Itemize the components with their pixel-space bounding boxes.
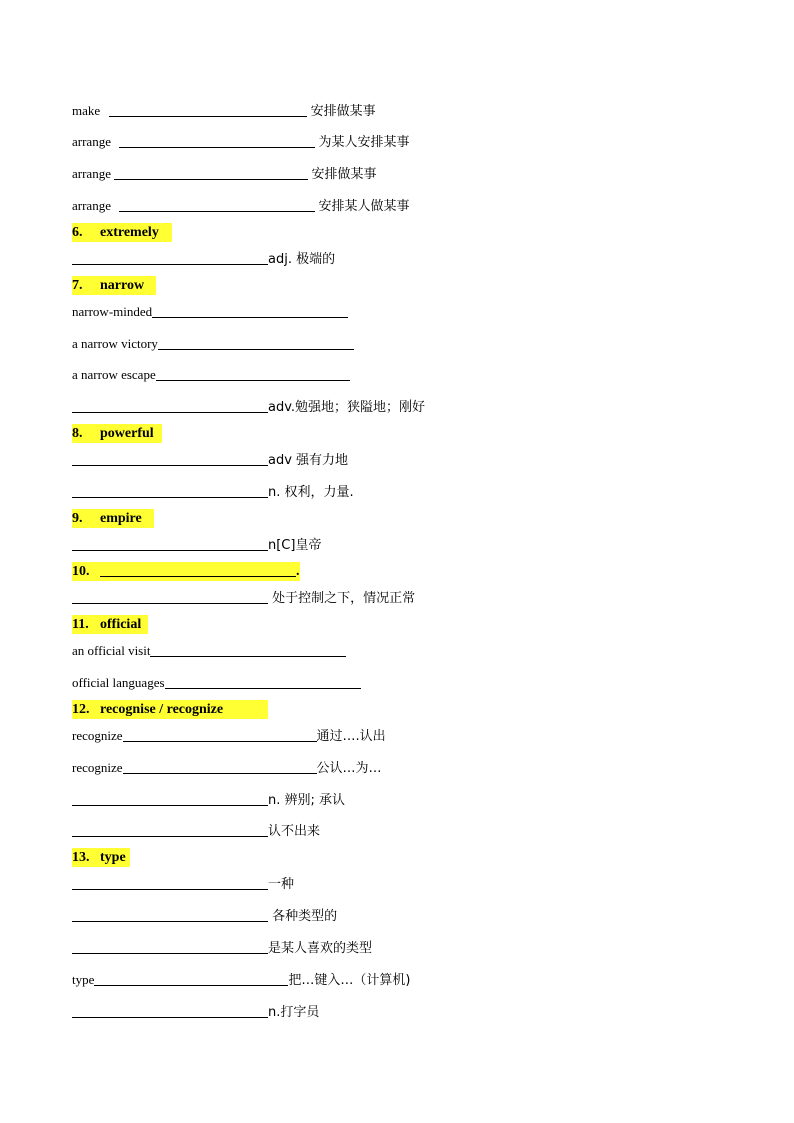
line-prefix: recognize bbox=[72, 760, 123, 775]
line-suffix: adv 强有力地 bbox=[268, 453, 349, 468]
line-suffix: 处于控制之下，情况正常 bbox=[268, 591, 416, 606]
line-suffix: 是某人喜欢的类型 bbox=[268, 941, 373, 956]
section-heading bbox=[72, 276, 156, 295]
fill-line bbox=[72, 483, 354, 502]
fill-line bbox=[72, 875, 294, 894]
answer-blank[interactable] bbox=[114, 167, 308, 180]
section-word: recognise / recognize bbox=[100, 702, 224, 717]
fill-line bbox=[72, 102, 376, 121]
fill-line bbox=[72, 589, 415, 608]
fill-line bbox=[72, 791, 345, 810]
fill-line bbox=[72, 250, 335, 269]
line-suffix: 安排做某事 bbox=[310, 104, 376, 119]
line-prefix: a narrow victory bbox=[72, 336, 158, 351]
line-suffix: adv.勉强地；狭隘地；刚好 bbox=[268, 400, 426, 415]
answer-blank[interactable] bbox=[72, 453, 268, 466]
section-heading bbox=[72, 223, 172, 242]
section-word: type bbox=[100, 850, 126, 865]
section-word: extremely bbox=[100, 225, 159, 240]
section-heading bbox=[72, 848, 130, 867]
section-heading bbox=[72, 562, 300, 581]
fill-line bbox=[72, 197, 409, 216]
answer-blank[interactable] bbox=[72, 400, 268, 413]
fill-line bbox=[72, 398, 425, 417]
section-number: 13. bbox=[72, 850, 90, 865]
fill-line bbox=[72, 536, 321, 555]
line-prefix: type bbox=[72, 972, 95, 987]
line-suffix: 公认…为… bbox=[316, 761, 382, 776]
fill-line bbox=[72, 822, 320, 841]
fill-line bbox=[72, 133, 409, 152]
answer-blank[interactable] bbox=[72, 793, 268, 806]
line-suffix: 一种 bbox=[268, 877, 295, 892]
fill-line bbox=[72, 451, 348, 470]
answer-blank[interactable] bbox=[123, 761, 317, 774]
line-prefix: arrange bbox=[72, 166, 111, 181]
fill-line bbox=[72, 971, 410, 990]
line-prefix: an official visit bbox=[72, 643, 151, 658]
section-tail: . bbox=[296, 564, 300, 579]
answer-blank[interactable] bbox=[158, 337, 354, 350]
section-heading bbox=[72, 700, 268, 719]
answer-blank[interactable] bbox=[72, 1005, 268, 1018]
line-suffix: 把…键入…（计算机) bbox=[288, 973, 411, 988]
section-number: 11. bbox=[72, 617, 89, 632]
answer-blank[interactable] bbox=[165, 676, 361, 689]
line-prefix: make bbox=[72, 103, 101, 118]
section-word: empire bbox=[100, 511, 142, 526]
section-word: powerful bbox=[100, 426, 154, 441]
answer-blank[interactable] bbox=[72, 485, 268, 498]
line-prefix: arrange bbox=[72, 198, 111, 213]
answer-blank[interactable] bbox=[100, 562, 296, 577]
line-suffix: 安排某人做某事 bbox=[318, 199, 410, 214]
fill-line bbox=[72, 165, 376, 184]
line-suffix: n.打字员 bbox=[268, 1005, 320, 1020]
answer-blank[interactable] bbox=[72, 538, 268, 551]
answer-blank[interactable] bbox=[72, 941, 268, 954]
fill-line bbox=[72, 303, 348, 321]
line-suffix: 安排做某事 bbox=[311, 167, 377, 182]
answer-blank[interactable] bbox=[94, 973, 288, 986]
answer-blank[interactable] bbox=[150, 644, 346, 657]
line-suffix: n. 权利，力量. bbox=[268, 485, 354, 500]
section-heading bbox=[72, 615, 148, 634]
answer-blank[interactable] bbox=[119, 135, 315, 148]
fill-line bbox=[72, 642, 346, 660]
answer-blank[interactable] bbox=[123, 729, 317, 742]
section-number: 6. bbox=[72, 225, 83, 240]
section-number: 9. bbox=[72, 511, 83, 526]
line-suffix: n. 辨别; 承认 bbox=[268, 793, 346, 808]
fill-line bbox=[72, 907, 337, 926]
fill-line bbox=[72, 674, 361, 692]
fill-line bbox=[72, 727, 386, 746]
fill-line bbox=[72, 759, 382, 778]
line-suffix: 认不出来 bbox=[268, 824, 321, 839]
answer-blank[interactable] bbox=[72, 591, 268, 604]
answer-blank[interactable] bbox=[152, 305, 348, 318]
answer-blank[interactable] bbox=[72, 252, 268, 265]
fill-line bbox=[72, 1003, 319, 1022]
line-prefix: official languages bbox=[72, 675, 165, 690]
answer-blank[interactable] bbox=[72, 877, 268, 890]
fill-line bbox=[72, 939, 372, 958]
section-number: 12. bbox=[72, 702, 90, 717]
section-heading bbox=[72, 509, 154, 528]
section-number: 8. bbox=[72, 426, 83, 441]
line-suffix: adj. 极端的 bbox=[268, 252, 336, 267]
section-word: narrow bbox=[100, 278, 145, 293]
answer-blank[interactable] bbox=[109, 104, 307, 117]
line-suffix: n[C]皇帝 bbox=[268, 538, 322, 553]
line-suffix: 为某人安排某事 bbox=[318, 135, 410, 150]
answer-blank[interactable] bbox=[119, 199, 315, 212]
section-number: 7. bbox=[72, 278, 83, 293]
answer-blank[interactable] bbox=[156, 368, 350, 381]
fill-line bbox=[72, 335, 354, 353]
section-number: 10. bbox=[72, 564, 90, 579]
line-suffix: 通过….认出 bbox=[316, 729, 386, 744]
line-prefix: arrange bbox=[72, 134, 111, 149]
section-word: official bbox=[100, 617, 142, 632]
answer-blank[interactable] bbox=[72, 909, 268, 922]
fill-line bbox=[72, 366, 350, 384]
line-prefix: recognize bbox=[72, 728, 123, 743]
line-suffix: 各种类型的 bbox=[268, 909, 338, 924]
line-prefix: a narrow escape bbox=[72, 367, 156, 382]
line-prefix: narrow-minded bbox=[72, 304, 153, 319]
section-heading bbox=[72, 424, 162, 443]
answer-blank[interactable] bbox=[72, 824, 268, 837]
